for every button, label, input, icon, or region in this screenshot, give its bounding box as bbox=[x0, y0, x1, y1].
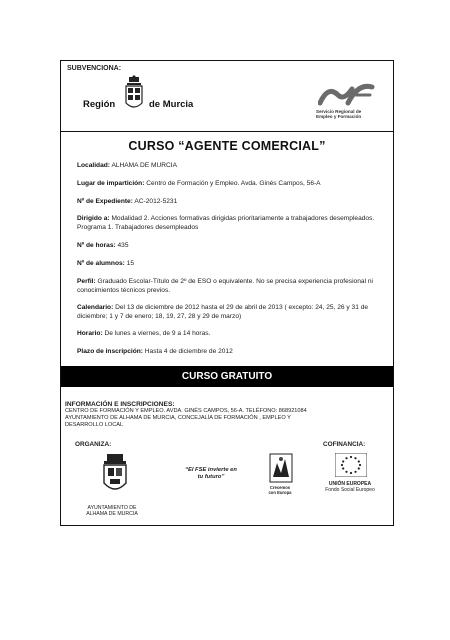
detail-expediente: Nº de Expediente: AC-2012-5231 bbox=[77, 198, 178, 205]
crecemos-europa-icon bbox=[269, 453, 293, 483]
eu-flag-icon bbox=[335, 453, 367, 477]
sef-caption: Servicio Regional de Empleo y Formación bbox=[316, 109, 362, 119]
eu-caption: UNIÓN EUROPEA Fondo Social Europeo bbox=[325, 481, 375, 493]
region-word: Región bbox=[83, 99, 116, 110]
course-flyer bbox=[60, 60, 394, 526]
crecemos-caption: Crecemos con Europa bbox=[268, 485, 292, 495]
contact-info bbox=[65, 401, 385, 429]
subvenciona-label: SUBVENCIONA: bbox=[67, 65, 122, 72]
contact-line: DESARROLLO LOCAL bbox=[65, 422, 124, 428]
alhama-crest-icon bbox=[101, 453, 129, 497]
fse-quote: “El FSE invierte en tu futuro” bbox=[185, 467, 237, 480]
contact-heading: INFORMACIÓN E INSCRIPCIONES: bbox=[65, 401, 175, 408]
detail-perfil: Perfil: Graduado Escolar-Título de 2º de ESO o equivalente. No se precisa experiencia profesional ni conocimientos técnicos previos. bbox=[77, 278, 373, 294]
detail-calendario: Calendario: Del 13 de diciembre de 2012 hasta el 29 de abril de 2013 ( excepto: 24, 25, 26 y 31 de diciembre; 1 y 7 de enero; 18, 19, 27, 28 y 29 de marzo) bbox=[77, 304, 369, 320]
detail-horario: Horario: De lunes a viernes, de 9 a 14 horas. bbox=[77, 330, 211, 337]
region-murcia-logo bbox=[79, 75, 209, 121]
coat-of-arms-icon bbox=[123, 75, 145, 119]
detail-localidad: Localidad: ALHAMA DE MURCIA bbox=[77, 162, 178, 169]
contact-line: CENTRO DE FORMACIÓN Y EMPLEO. AVDA. GINÉS CAMPOS, 56-A. TELÉFONO: 868921084 bbox=[65, 408, 307, 414]
sef-logo bbox=[316, 81, 391, 129]
detail-alumnos: Nº de alumnos: 15 bbox=[77, 260, 135, 267]
sef-mark-icon bbox=[318, 81, 378, 109]
course-title: CURSO “AGENTE COMERCIAL” bbox=[128, 139, 326, 153]
detail-plazo: Plazo de inscripción: Hasta 4 de diciembre de 2012 bbox=[77, 348, 233, 355]
free-course-banner: CURSO GRATUITO bbox=[61, 366, 393, 387]
organiza-label: ORGANIZA: bbox=[75, 441, 112, 448]
de-murcia-word: de Murcia bbox=[149, 99, 194, 110]
detail-dirigido: Dirigido a: Modalidad 2. Acciones formativas dirigidas prioritariamente a trabajadores desempleados. Programa 1. Trabajadores desempleados bbox=[77, 215, 375, 231]
contact-line: AYUNTAMIENTO DE ALHAMA DE MURCIA, CONCEJALÍA DE FORMACIÓN , EMPLEO Y bbox=[65, 415, 291, 421]
ayuntamiento-caption: AYUNTAMIENTO DE ALHAMA DE MURCIA bbox=[86, 505, 138, 517]
cofinancia-label: COFINANCIA: bbox=[323, 441, 366, 448]
detail-horas: Nº de horas: 435 bbox=[77, 242, 129, 249]
header-divider bbox=[61, 131, 393, 132]
detail-lugar: Lugar de impartición: Centro de Formación y Empleo. Avda. Ginés Campos, 56-A bbox=[77, 180, 321, 187]
